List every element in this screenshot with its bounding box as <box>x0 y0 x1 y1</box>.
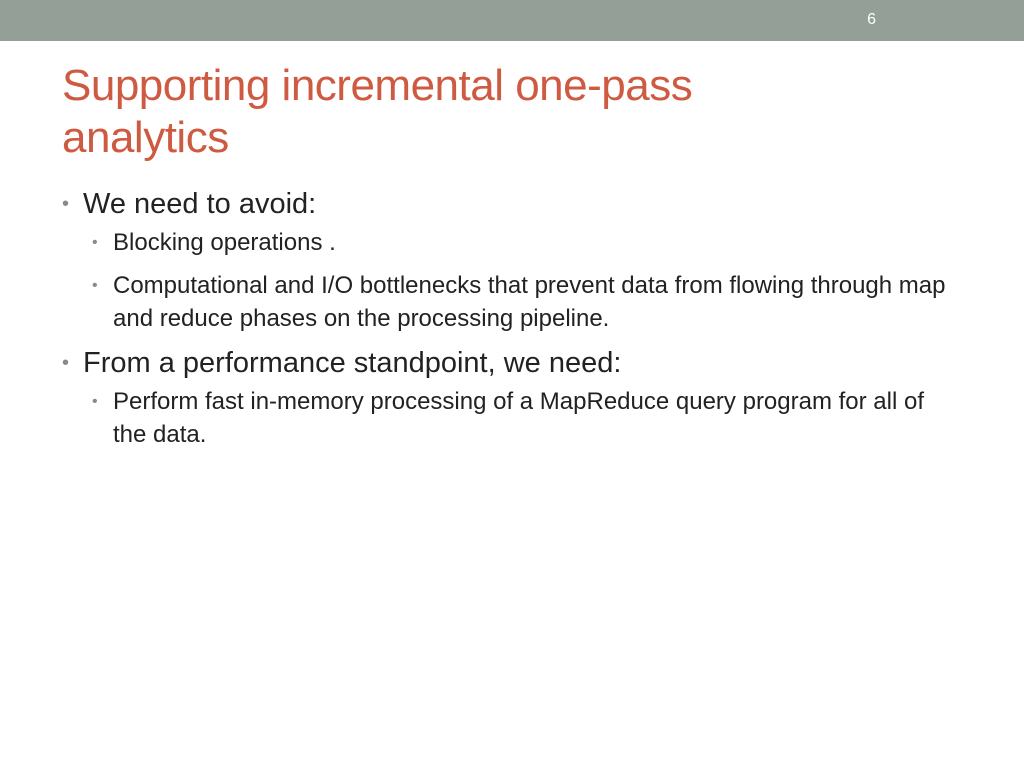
sub-bullet-dot-icon: • <box>92 234 98 251</box>
bullet-item <box>62 345 962 451</box>
sub-bullet-dot-icon: • <box>92 277 98 294</box>
sub-bullet-item <box>83 269 962 335</box>
bullet-dot-icon: • <box>62 193 70 215</box>
bullet-dot-icon: • <box>62 352 70 374</box>
bullet-item <box>62 186 962 335</box>
bullet-list <box>62 186 962 461</box>
sub-bullet-item <box>83 226 962 259</box>
sub-bullet-item <box>83 385 962 451</box>
sub-bullet-text: Computational and I/O bottlenecks that prevent data from flowing through map and reduce phases on the processing pipeline. <box>113 272 946 332</box>
sub-bullet-text: Blocking operations . <box>113 229 336 256</box>
sub-bullet-list <box>83 226 962 335</box>
sub-bullet-dot-icon: • <box>92 393 98 410</box>
page-number: 6 <box>867 11 876 28</box>
bullet-text: We need to avoid: <box>83 188 317 220</box>
top-bar <box>0 0 1024 41</box>
slide-title-line-1: Supporting incremental one-pass <box>62 61 693 110</box>
sub-bullet-list <box>83 385 962 451</box>
sub-bullet-text: Perform fast in-memory processing of a MapReduce query program for all of the data. <box>113 388 924 448</box>
slide-title-line-2: analytics <box>62 113 229 162</box>
slide-title <box>62 60 962 164</box>
bullet-text: From a performance standpoint, we need: <box>83 347 622 379</box>
